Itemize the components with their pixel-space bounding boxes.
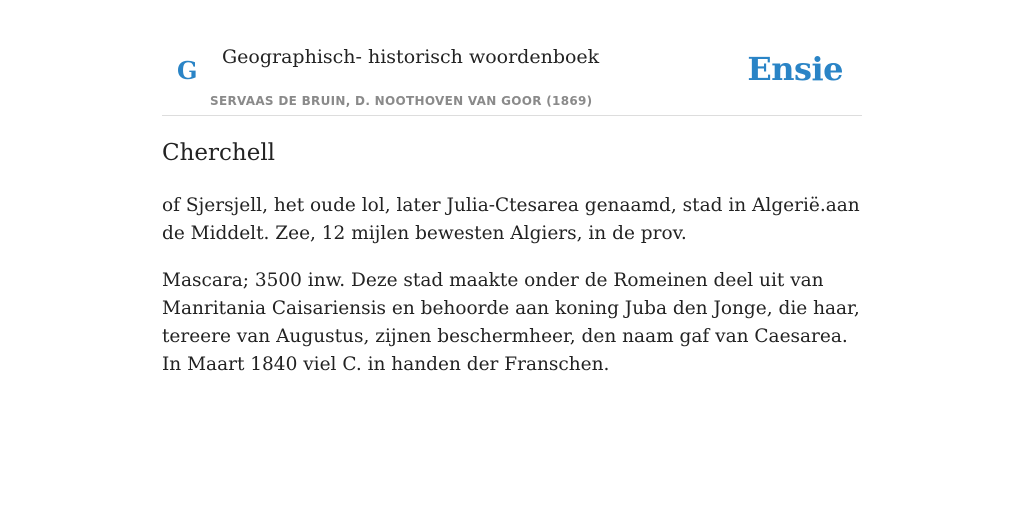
book-title-link[interactable]: Geographisch- historisch woordenboek [222,46,600,68]
entry-body [162,192,862,398]
ensie-logo-link[interactable]: Ensie [747,50,843,88]
book-header [162,0,862,116]
book-authors: SERVAAS DE BRUIN, D. NOOTHOVEN VAN GOOR (1869) [210,94,593,108]
page-container [162,0,862,375]
entry-paragraph: Mascara; 3500 inw. Deze stad maakte onder de Romeinen deel uit van Manritania Caisariensis en behoorde aan koning Juba den Jonge, die haar, tereere van Augustus, zijnen beschermheer, den naam gaf van Caesarea. In Maart 1840 viel C. in handen der Franschen. [162,270,860,375]
entry-title: Cherchell [162,140,276,166]
book-letter-link[interactable]: G [177,56,198,85]
entry-paragraph: of Sjersjell, het oude lol, later Julia-Ctesarea genaamd, stad in Algerië.aan de Middelt. Zee, 12 mijlen bewesten Algiers, in de prov. [162,195,860,244]
